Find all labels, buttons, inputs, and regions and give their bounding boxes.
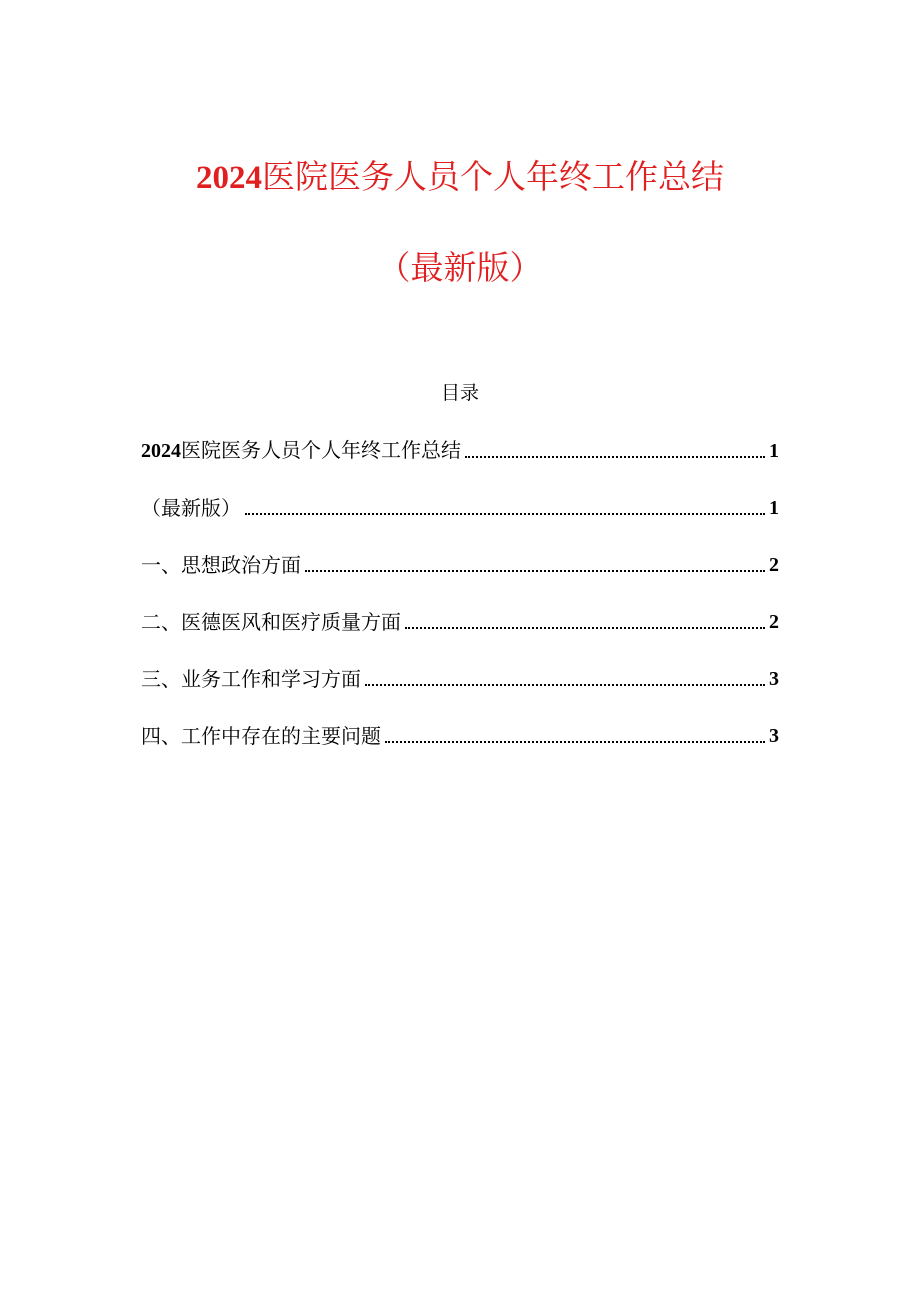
toc-entry-text: 医院医务人员个人年终工作总结	[181, 438, 461, 462]
document-subtitle: （最新版）	[377, 248, 543, 287]
toc-page-number: 2	[769, 554, 779, 576]
toc-heading: 目录	[440, 382, 479, 404]
toc-page-number: 2	[769, 611, 779, 633]
toc-entry[interactable]	[141, 661, 779, 693]
toc-entry-label: （最新版）	[141, 496, 241, 520]
toc-dot-leader	[245, 513, 765, 515]
toc-dot-leader	[365, 684, 765, 686]
toc-page-number: 1	[769, 497, 779, 519]
toc-entry-label: 二、医德医风和医疗质量方面	[141, 610, 401, 634]
document-title	[0, 157, 920, 198]
toc-entry[interactable]	[141, 433, 779, 465]
toc-dot-leader	[405, 627, 765, 629]
toc-page-number: 3	[769, 725, 779, 747]
toc-page-number: 3	[769, 668, 779, 690]
toc-entry-label	[141, 436, 461, 465]
toc-entry-label: 四、工作中存在的主要问题	[141, 724, 381, 748]
document-title-text: 医院医务人员个人年终工作总结	[262, 157, 724, 196]
toc-dot-leader	[305, 570, 765, 572]
toc-entry[interactable]	[141, 718, 779, 750]
toc-entry-label: 三、业务工作和学习方面	[141, 667, 361, 691]
document-title-year: 2024	[196, 160, 262, 196]
toc-entry-label: 一、思想政治方面	[141, 553, 301, 577]
toc-entry-prefix: 2024	[141, 440, 181, 462]
toc-dot-leader	[385, 741, 765, 743]
toc-entry[interactable]	[141, 490, 779, 522]
toc-page-number: 1	[769, 440, 779, 462]
toc-dot-leader	[465, 456, 765, 458]
table-of-contents	[141, 433, 779, 775]
toc-entry[interactable]	[141, 547, 779, 579]
toc-entry[interactable]	[141, 604, 779, 636]
